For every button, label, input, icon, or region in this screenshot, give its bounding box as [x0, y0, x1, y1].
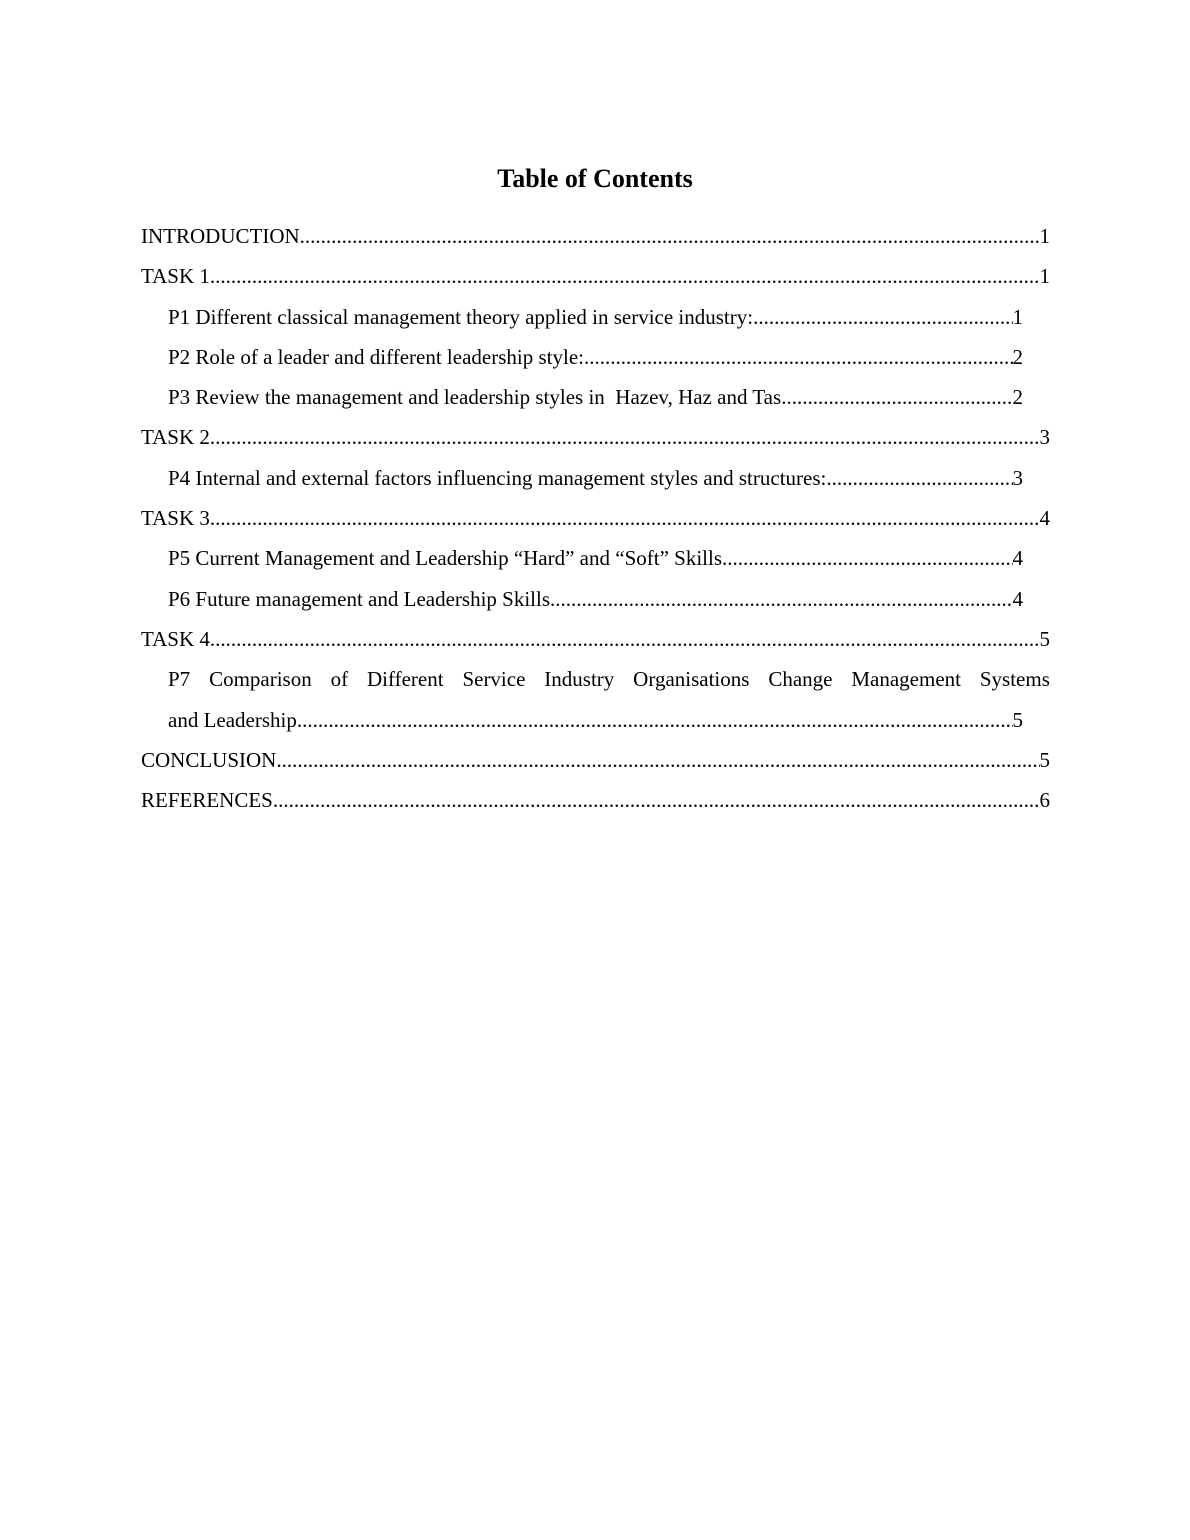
toc-page-number: 2 [1012, 385, 1023, 410]
toc-entry-word: Organisations [633, 667, 750, 692]
toc-entry-p3[interactable] [168, 377, 1023, 417]
toc-dot-leader [781, 377, 1012, 417]
toc-dot-leader [210, 619, 1040, 659]
toc-page-number: 4 [1039, 506, 1050, 531]
toc-dot-leader [273, 780, 1040, 820]
toc-dot-leader [584, 337, 1013, 377]
toc-entry-label[interactable]: TASK 4 [141, 626, 210, 651]
toc-dot-leader [722, 538, 1012, 578]
toc-dot-leader [297, 700, 1013, 740]
toc-entry-introduction[interactable] [141, 216, 1050, 256]
toc-entry-word: Service [462, 667, 526, 692]
toc-page-number: 5 [1039, 626, 1050, 651]
toc-entry-label[interactable]: P6 Future management and Leadership Skills [168, 586, 551, 611]
toc-page-number: 1 [1039, 224, 1050, 248]
toc-entry-label[interactable]: CONCLUSION [141, 747, 277, 772]
toc-entry-label[interactable]: REFERENCES [141, 788, 273, 813]
toc-entry-label[interactable]: P4 Internal and external factors influencing management styles and structures: [168, 465, 827, 490]
toc-dot-leader [753, 297, 1012, 337]
toc-entry-label[interactable]: TASK 1 [141, 264, 210, 289]
toc-page-number: 5 [1012, 707, 1023, 732]
toc-entry-label[interactable]: P3 Review the management and leadership styles in Hazev, Haz and Tas [168, 385, 782, 410]
toc-dot-leader [210, 256, 1040, 296]
toc-title: Table of Contents [497, 164, 693, 193]
toc-page-number: 2 [1012, 344, 1023, 369]
toc-page-number: 4 [1012, 586, 1023, 611]
toc-entry-p1[interactable] [168, 297, 1023, 337]
toc-entry-label[interactable]: P5 Current Management and Leadership “Hard” and “Soft” Skills [168, 546, 723, 571]
toc-entry-task-3[interactable] [141, 498, 1050, 538]
toc-entry-word: Comparison [209, 667, 312, 692]
toc-entry-label[interactable]: P2 Role of a leader and different leadership style: [168, 344, 584, 369]
toc-entry-p6[interactable] [168, 579, 1023, 619]
toc-entry-word: Change [768, 667, 833, 692]
toc-page-number: 3 [1039, 425, 1050, 450]
toc-dot-leader [550, 579, 1012, 619]
toc-list [141, 216, 1050, 820]
toc-entry-label-line-2[interactable]: and Leadership [168, 707, 297, 732]
toc-page-number: 4 [1012, 546, 1023, 571]
toc-entry-word: P7 [168, 667, 191, 692]
toc-entry-p5[interactable] [168, 538, 1023, 578]
toc-entry-task-1[interactable] [141, 256, 1050, 296]
toc-entry-p2[interactable] [168, 337, 1023, 377]
toc-entry-task-4[interactable] [141, 619, 1050, 659]
toc-dot-leader [826, 458, 1012, 498]
toc-dot-leader [300, 216, 1040, 256]
toc-entry-conclusion[interactable] [141, 740, 1050, 780]
toc-page-number: 3 [1012, 465, 1023, 490]
toc-page-number: 1 [1039, 264, 1050, 289]
toc-entry-p7[interactable] [168, 659, 1050, 740]
toc-entry-label[interactable]: TASK 2 [141, 425, 210, 450]
toc-entry-label[interactable]: TASK 3 [141, 506, 210, 531]
toc-entry-references[interactable] [141, 780, 1050, 820]
toc-entry-p4[interactable] [168, 458, 1023, 498]
toc-entry-label-line-1[interactable] [168, 659, 1050, 699]
toc-page-number: 6 [1039, 788, 1050, 813]
toc-entry-word: of [330, 667, 349, 692]
toc-entry-word: Different [366, 667, 444, 692]
toc-entry-word: Industry [544, 667, 615, 692]
toc-page-number: 1 [1012, 304, 1023, 329]
toc-entry-task-2[interactable] [141, 417, 1050, 457]
toc-dot-leader [210, 498, 1040, 538]
toc-entry-label[interactable]: INTRODUCTION [141, 224, 300, 248]
toc-entry-label[interactable]: P1 Different classical management theory applied in service industry: [168, 304, 754, 329]
toc-dot-leader [210, 417, 1040, 457]
toc-entry-word: Systems [979, 667, 1050, 692]
toc-dot-leader [276, 740, 1039, 780]
toc-entry-word: Management [851, 667, 961, 692]
toc-page-number: 5 [1039, 747, 1050, 772]
